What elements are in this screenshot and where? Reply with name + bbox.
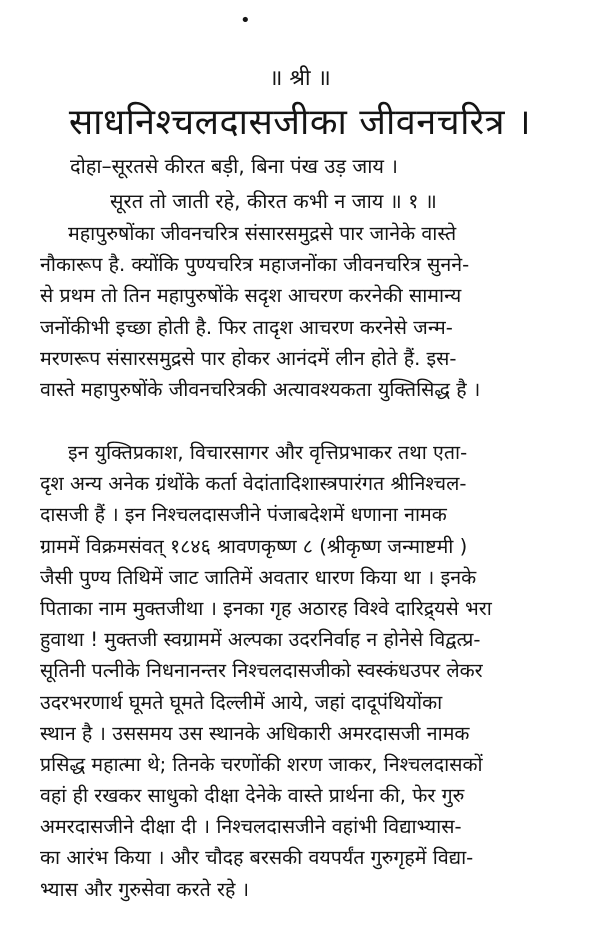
doha-line-1: दोहा–सूरतसे कीरत बड़ी, बिना पंख उड़ जाय ।: [70, 154, 398, 178]
text-line: हुवाथा ! मुक्तजी स्वग्राममें अल्पका उदरनिर्वाह न होनेसे विद्वत्प्र-: [40, 628, 481, 652]
text-line: जनोंकीभी इच्छा होती है. फिर तादृश आचरण करनेसे जन्म-: [40, 315, 453, 339]
text-line: का आरंभ किया । और चौदह बरसकी वयपर्यंत गुरुगृहमें विद्या-: [40, 846, 474, 870]
text-line: ग्राममें विक्रमसंवत् १८४६ श्रावणकृष्ण ८ (श्रीकृष्ण जन्माष्टमी ): [40, 534, 468, 558]
paragraph-1: [40, 218, 600, 405]
text-line: पिताका नाम मुक्तजीथा । इनका गृह अठारह विश्वे दारिद्र्यसे भरा: [40, 596, 492, 620]
text-line: जैसी पुण्य तिथिमें जाट जातिमें अवतार धारण किया था । इनके: [40, 565, 477, 589]
text-line: से प्रथम तो तिन महापुरुषोंके सदृश आचरण करनेकी सामान्य: [40, 284, 462, 308]
text-line: अमरदासजीने दीक्षा दी । निश्चलदासजीने वहांभी विद्याभ्यास-: [40, 815, 462, 839]
text-line: वहां ही रखकर साधुको दीक्षा देनेके वास्ते प्रार्थना की, फेर गुरु: [40, 784, 465, 808]
ink-dot: •: [240, 10, 251, 31]
page-title: साधनिश्चलदासजीका जीवनचरित्र ।: [68, 102, 532, 143]
text-line: महापुरुषोंका जीवनचरित्र संसारसमुद्रसे पार जानेके वास्ते: [68, 222, 457, 245]
text-line: सूतिनी पत्नीके निधनानन्तर निश्चलदासजीको स्वस्कंधउपर लेकर: [40, 659, 483, 683]
paragraph-2: [40, 437, 600, 905]
text-line: इन युक्तिप्रकाश, विचारसागर और वृत्तिप्रभाकर तथा एता-: [68, 441, 468, 464]
text-line: प्रसिद्ध महात्मा थे; तिनके चरणोंकी शरण जाकर, निश्चलदासकों: [40, 752, 483, 776]
text-line: भ्यास और गुरुसेवा करते रहे ।: [40, 877, 250, 901]
text-line: दृश अन्य अनेक ग्रंथोंके कर्ता वेदांतादिशास्त्रपारंगत श्रीनिश्चल-: [40, 472, 467, 496]
doha-line-2: सूरत तो जाती रहे, कीरत कभी न जाय ॥ १ ॥: [110, 189, 437, 213]
text-line: नौकारूप है. क्योंकि पुण्यचरित्र महाजनोंका जीवनचरित्र सुनने-: [40, 253, 470, 277]
text-line: दासजी हैं । इन निश्चलदासजीने पंजाबदेशमें धणाना नामक: [40, 503, 447, 527]
text-line: वास्ते महापुरुषोंके जीवनचरित्रकी अत्यावश्यकता युक्तिसिद्ध है ।: [40, 377, 481, 401]
text-line: उदरभरणार्थ घूमते घूमते दिल्लीमें आये, जहां दादूपंथियोंका: [40, 690, 443, 714]
text-line: मरणरूप संसारसमुद्रसे पार होकर आनंदमें लीन होते हैं. इस-: [40, 346, 457, 370]
invocation-heading: ॥ श्री ॥: [269, 66, 331, 91]
text-line: स्थान है । उससमय उस स्थानके अधिकारी अमरदासजी नामक: [40, 721, 470, 745]
